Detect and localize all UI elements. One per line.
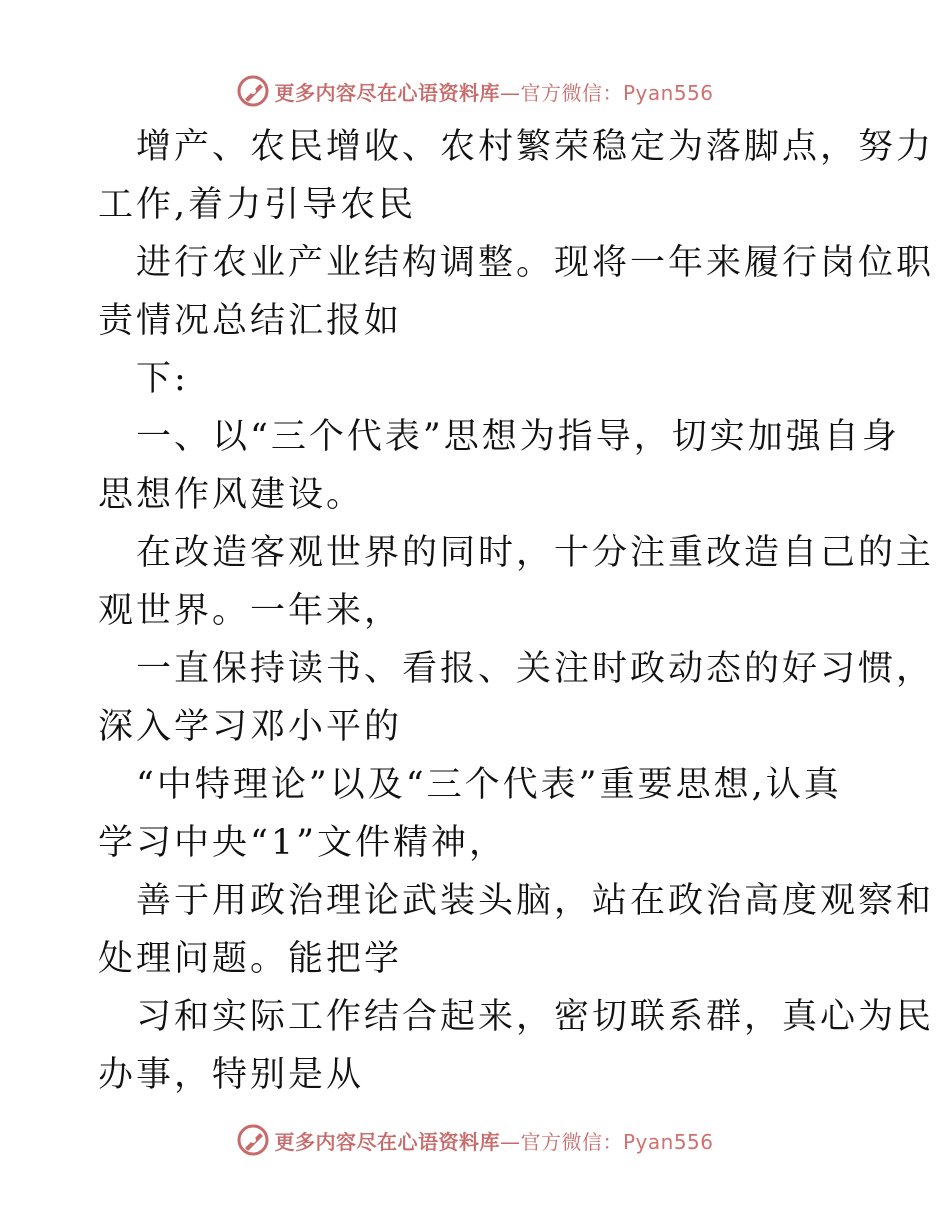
watermark-text bbox=[274, 77, 713, 106]
watermark-id: Pyan556 bbox=[622, 80, 714, 105]
text-line: 习和实际工作结合起来，密切联系群，真心为民 bbox=[98, 997, 935, 1037]
document-body bbox=[98, 118, 935, 1104]
pen-logo-icon bbox=[236, 74, 270, 108]
text-line: 深入学习邓小平的 bbox=[98, 707, 403, 747]
text-line: 下: bbox=[98, 359, 189, 399]
header-watermark bbox=[0, 71, 950, 111]
text-line: 进行农业产业结构调整。现将一年来履行岗位职 bbox=[98, 243, 935, 283]
watermark-official: 官方微信： bbox=[520, 1129, 623, 1154]
watermark-id: Pyan556 bbox=[622, 1129, 714, 1154]
text-line: 观世界。一年来， bbox=[98, 591, 403, 631]
text-line: 思想作风建设。 bbox=[98, 475, 365, 515]
pen-logo-icon bbox=[236, 1123, 270, 1157]
watermark-text bbox=[274, 1126, 713, 1155]
text-line: 工作,着力引导农民 bbox=[98, 185, 417, 225]
watermark-official: 官方微信： bbox=[520, 80, 623, 105]
text-line: 办事，特别是从 bbox=[98, 1055, 365, 1095]
text-line: 在改造客观世界的同时，十分注重改造自己的主 bbox=[98, 533, 935, 573]
footer-watermark bbox=[0, 1120, 950, 1160]
text-line: 责情况总结汇报如 bbox=[98, 301, 403, 341]
text-line: “中特理论”以及“三个代表”重要思想,认真 bbox=[98, 765, 842, 805]
text-line: 增产、农民增收、农村繁荣稳定为落脚点，努力 bbox=[98, 127, 935, 167]
text-line: 一、以“三个代表”思想为指导，切实加强自身 bbox=[98, 417, 900, 457]
watermark-main: 更多内容尽在心语资料库 bbox=[274, 1129, 500, 1154]
watermark-separator: — bbox=[499, 80, 521, 105]
text-line: 处理问题。能把学 bbox=[98, 939, 403, 979]
watermark-separator: — bbox=[499, 1129, 521, 1154]
text-line: 善于用政治理论武装头脑，站在政治高度观察和 bbox=[98, 881, 935, 921]
text-line: 学习中央“1”文件精神， bbox=[98, 823, 508, 863]
text-line: 一直保持读书、看报、关注时政动态的好习惯， bbox=[98, 649, 935, 689]
watermark-main: 更多内容尽在心语资料库 bbox=[274, 80, 500, 105]
